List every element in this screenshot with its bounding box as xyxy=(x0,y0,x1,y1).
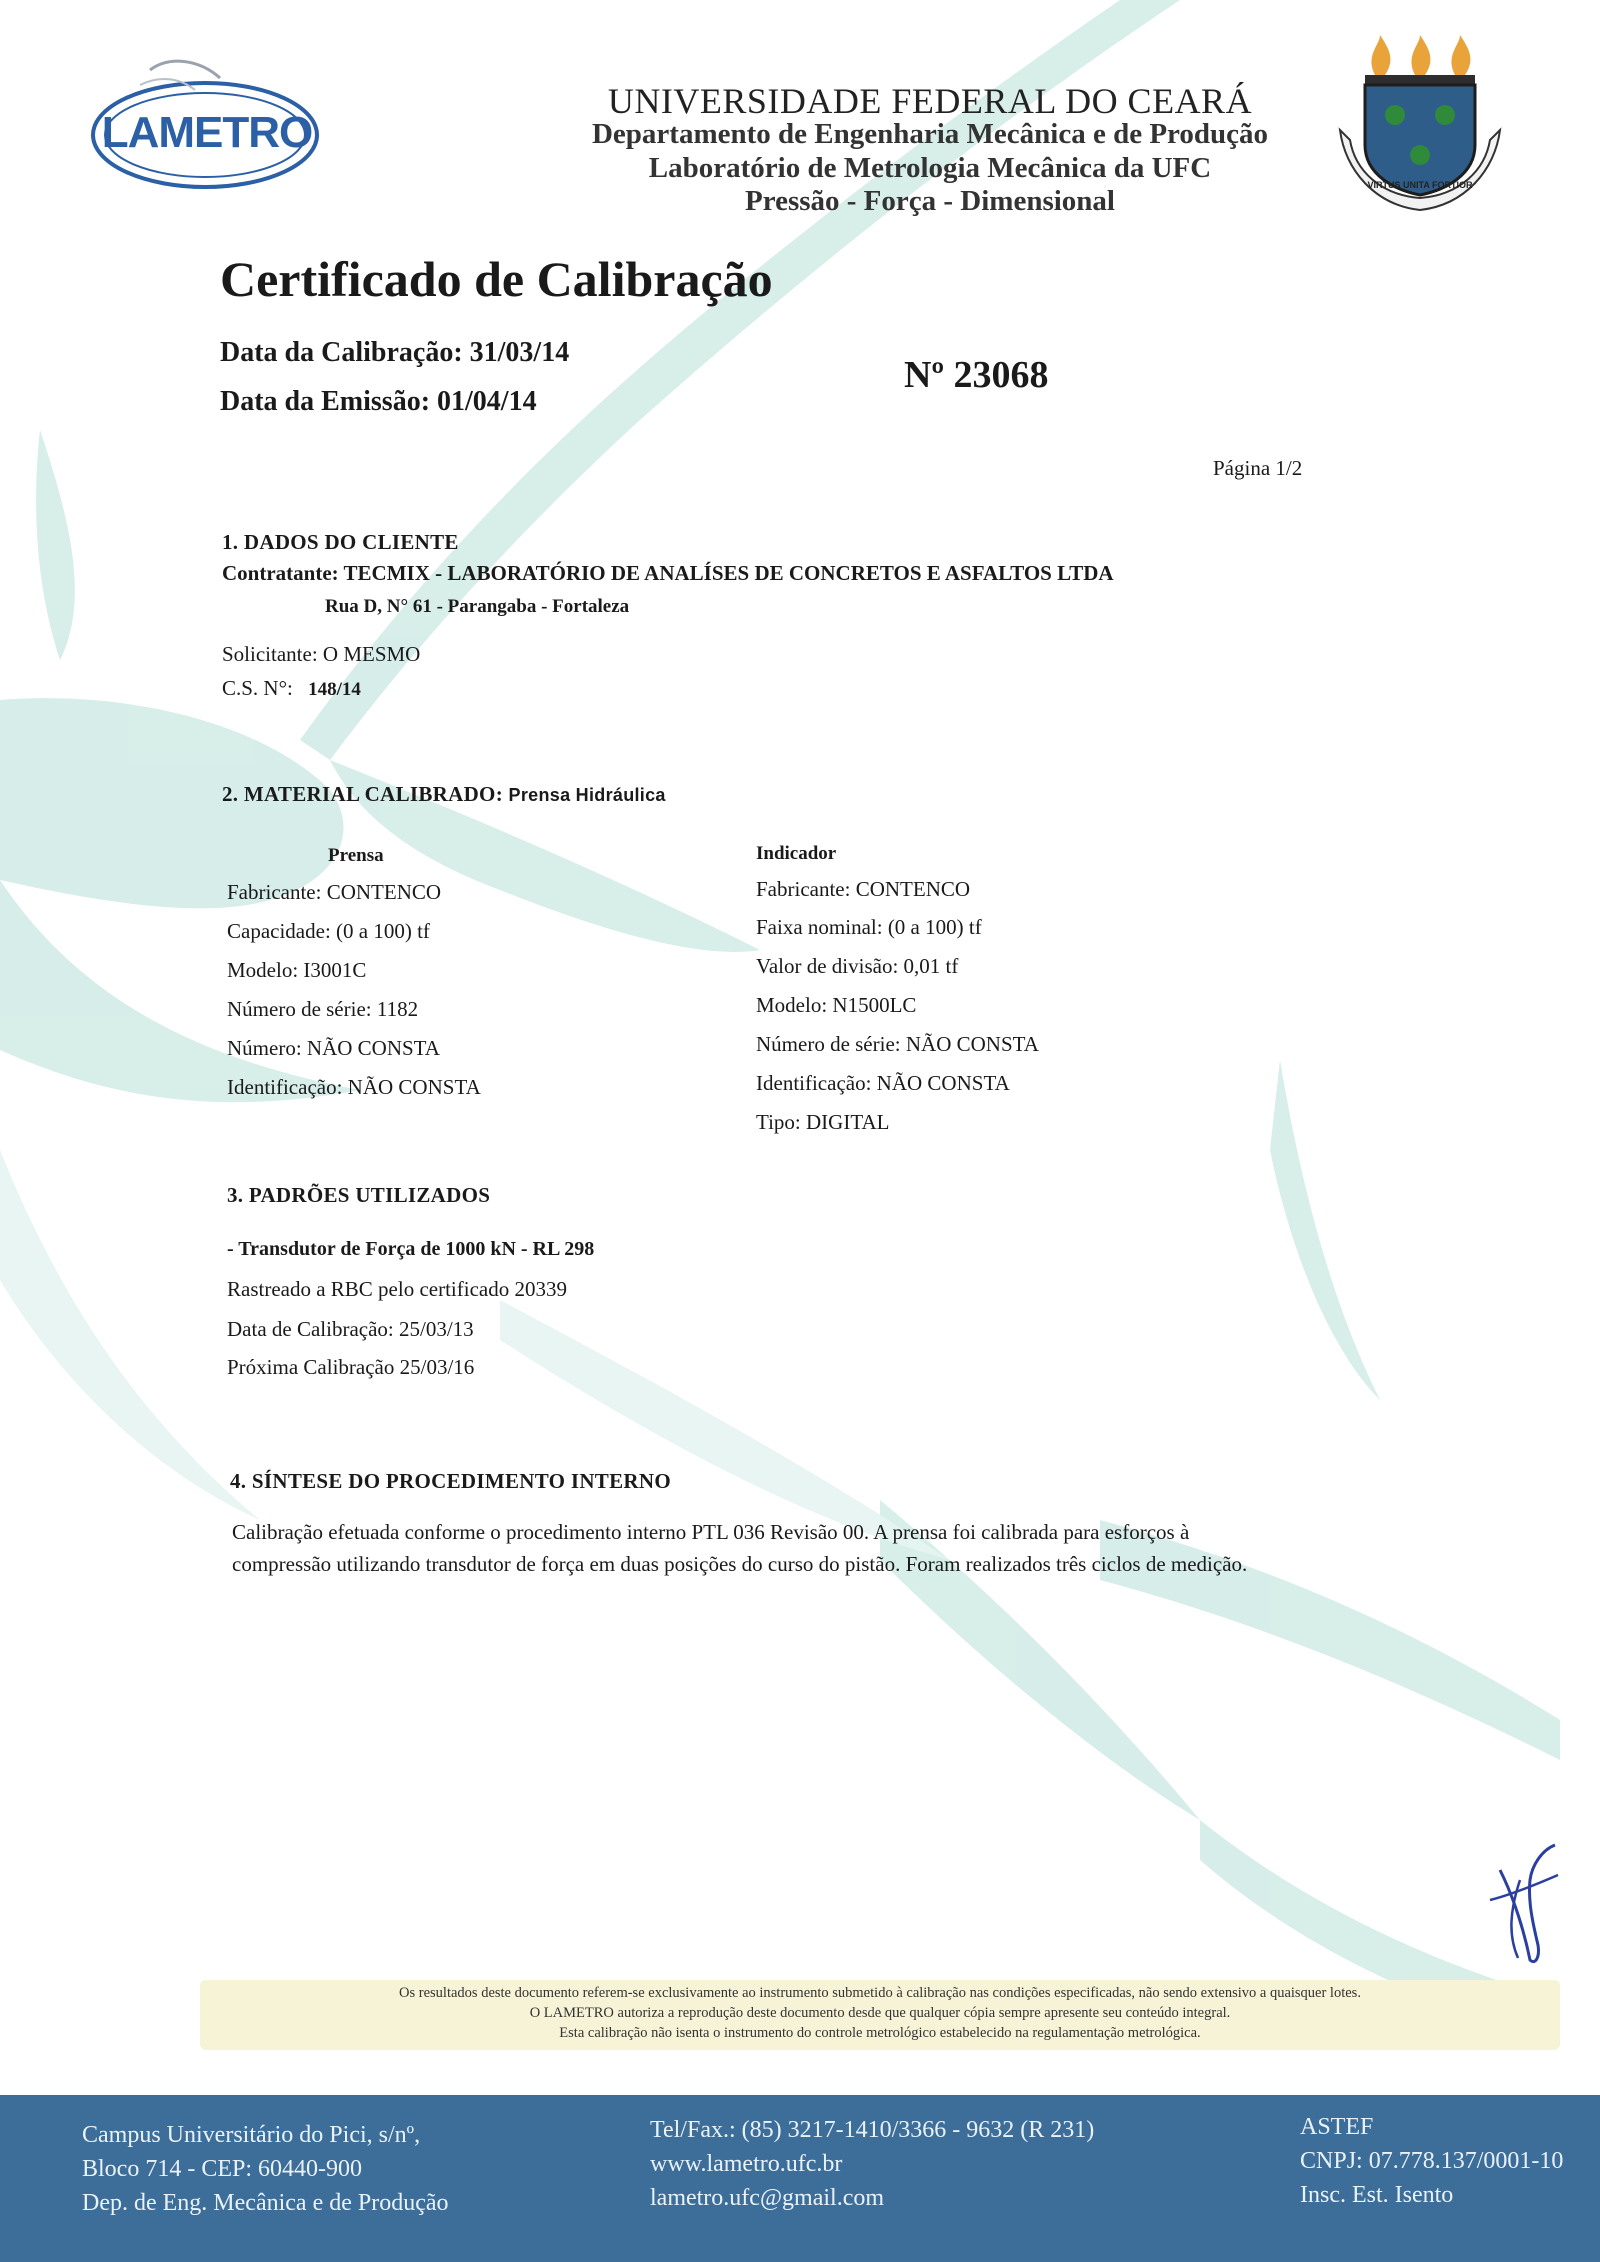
press-serial: Número de série: 1182 xyxy=(227,997,419,1021)
footer-registry-line: CNPJ: 07.778.137/0001-10 xyxy=(1300,2148,1564,2174)
calibration-date: Data da Calibração: 31/03/14 xyxy=(220,337,570,368)
requester-label: Solicitante: xyxy=(222,642,318,666)
indicator-division: Valor de divisão: 0,01 tf xyxy=(756,954,959,978)
indicator-model: Modelo: N1500LC xyxy=(756,993,917,1017)
laboratory-areas: Pressão - Força - Dimensional xyxy=(745,185,1115,217)
department-name: Departamento de Engenharia Mecânica e de Produção xyxy=(591,118,1269,150)
press-manufacturer: Fabricante: CONTENCO xyxy=(227,880,442,904)
footer-address-line: Campus Universitário do Pici, s/nº, xyxy=(82,2122,421,2148)
press-capacity: Capacidade: (0 a 100) tf xyxy=(227,919,430,943)
signature-icon xyxy=(1480,1840,1560,1970)
material-name: Prensa Hidráulica xyxy=(508,785,666,805)
page-number: Página 1/2 xyxy=(1213,456,1303,480)
contractor-label: Contratante: xyxy=(222,561,339,585)
press-number: Número: NÃO CONSTA xyxy=(227,1036,440,1060)
press-title: Prensa xyxy=(328,845,384,866)
footer-phone: Tel/Fax.: (85) 3217-1410/3366 - 9632 (R 231) xyxy=(650,2117,1095,2143)
indicator-range: Faixa nominal: (0 a 100) tf xyxy=(756,915,982,939)
client-address: Rua D, N° 61 - Parangaba - Fortaleza xyxy=(325,596,630,617)
standard-calibration-date: Data de Calibração: 25/03/13 xyxy=(227,1317,474,1341)
procedure-section-heading: 4. SÍNTESE DO PROCEDIMENTO INTERNO xyxy=(230,1469,671,1493)
disclaimer-line-1: Os resultados deste documento referem-se exclusivamente ao instrumento submetido à calibração nas condições especificadas, não sendo extensivo a quaisquer lotes. xyxy=(399,1985,1361,2001)
indicator-manufacturer: Fabricante: CONTENCO xyxy=(756,877,971,901)
procedure-line-1: Calibração efetuada conforme o procedimento interno PTL 036 Revisão 00. A prensa foi calibrada para esforços à xyxy=(232,1520,1190,1544)
contractor-row xyxy=(222,561,1114,586)
requester-value: O MESMO xyxy=(322,642,421,666)
indicator-title: Indicador xyxy=(756,843,837,864)
contractor-name: TECMIX - LABORATÓRIO DE ANALÍSES DE CONCRETOS E ASFALTOS LTDA xyxy=(343,561,1114,585)
certificate-number: Nº 23068 xyxy=(904,354,1049,396)
material-section-heading xyxy=(222,782,666,807)
indicator-identification: Identificação: NÃO CONSTA xyxy=(756,1071,1010,1095)
issue-date: Data da Emissão: 01/04/14 xyxy=(220,386,537,417)
certificate-title: Certificado de Calibração xyxy=(220,251,773,307)
laboratory-name: Laboratório de Metrologia Mecânica da UFC xyxy=(648,152,1212,184)
footer-registry-line: ASTEF xyxy=(1300,2114,1374,2140)
footer-contact xyxy=(650,2113,1094,2215)
standard-next-calibration: Próxima Calibração 25/03/16 xyxy=(227,1355,475,1379)
standard-title: - Transdutor de Força de 1000 kN - RL 298 xyxy=(227,1238,595,1260)
cs-number-row xyxy=(222,676,361,701)
cs-number: 148/14 xyxy=(308,679,361,700)
footer-website-link[interactable]: www.lametro.ufc.br xyxy=(650,2151,843,2177)
press-model: Modelo: I3001C xyxy=(227,958,367,982)
client-section-heading: 1. DADOS DO CLIENTE xyxy=(222,530,459,554)
footer-registry-line: Insc. Est. Isento xyxy=(1300,2182,1454,2208)
footer-registry xyxy=(1300,2110,1563,2212)
lametro-logo-text: LAMETRO xyxy=(101,108,313,157)
standards-section-heading: 3. PADRÕES UTILIZADOS xyxy=(227,1183,491,1207)
disclaimer-line-3: Esta calibração não isenta o instrumento do controle metrológico estabelecido na regulamentação metrológica. xyxy=(559,2025,1201,2041)
cs-label: C.S. N°: xyxy=(222,676,293,700)
requester-row xyxy=(222,642,420,667)
standard-traceability: Rastreado a RBC pelo certificado 20339 xyxy=(227,1277,567,1301)
disclaimer-line-2: O LAMETRO autoriza a reprodução deste documento desde que qualquer cópia sempre apresente seu conteúdo integral. xyxy=(529,2005,1231,2021)
crest-motto: VIRTUS UNITA FORTIOR xyxy=(1367,180,1473,190)
university-name: UNIVERSIDADE FEDERAL DO CEARÁ xyxy=(607,81,1253,121)
press-identification: Identificação: NÃO CONSTA xyxy=(227,1075,481,1099)
footer-address-line: Dep. de Eng. Mecânica e de Produção xyxy=(82,2190,449,2216)
footer-address xyxy=(82,2118,449,2220)
footer-email-link[interactable]: lametro.ufc@gmail.com xyxy=(650,2185,885,2211)
indicator-type: Tipo: DIGITAL xyxy=(756,1110,890,1134)
material-heading-label: 2. MATERIAL CALIBRADO: xyxy=(222,782,503,806)
footer-address-line: Bloco 714 - CEP: 60440-900 xyxy=(82,2156,362,2182)
procedure-line-2: compressão utilizando transdutor de força em duas posições do curso do pistão. Foram realizados três ciclos de medição. xyxy=(232,1552,1248,1576)
indicator-serial: Número de série: NÃO CONSTA xyxy=(756,1032,1039,1056)
